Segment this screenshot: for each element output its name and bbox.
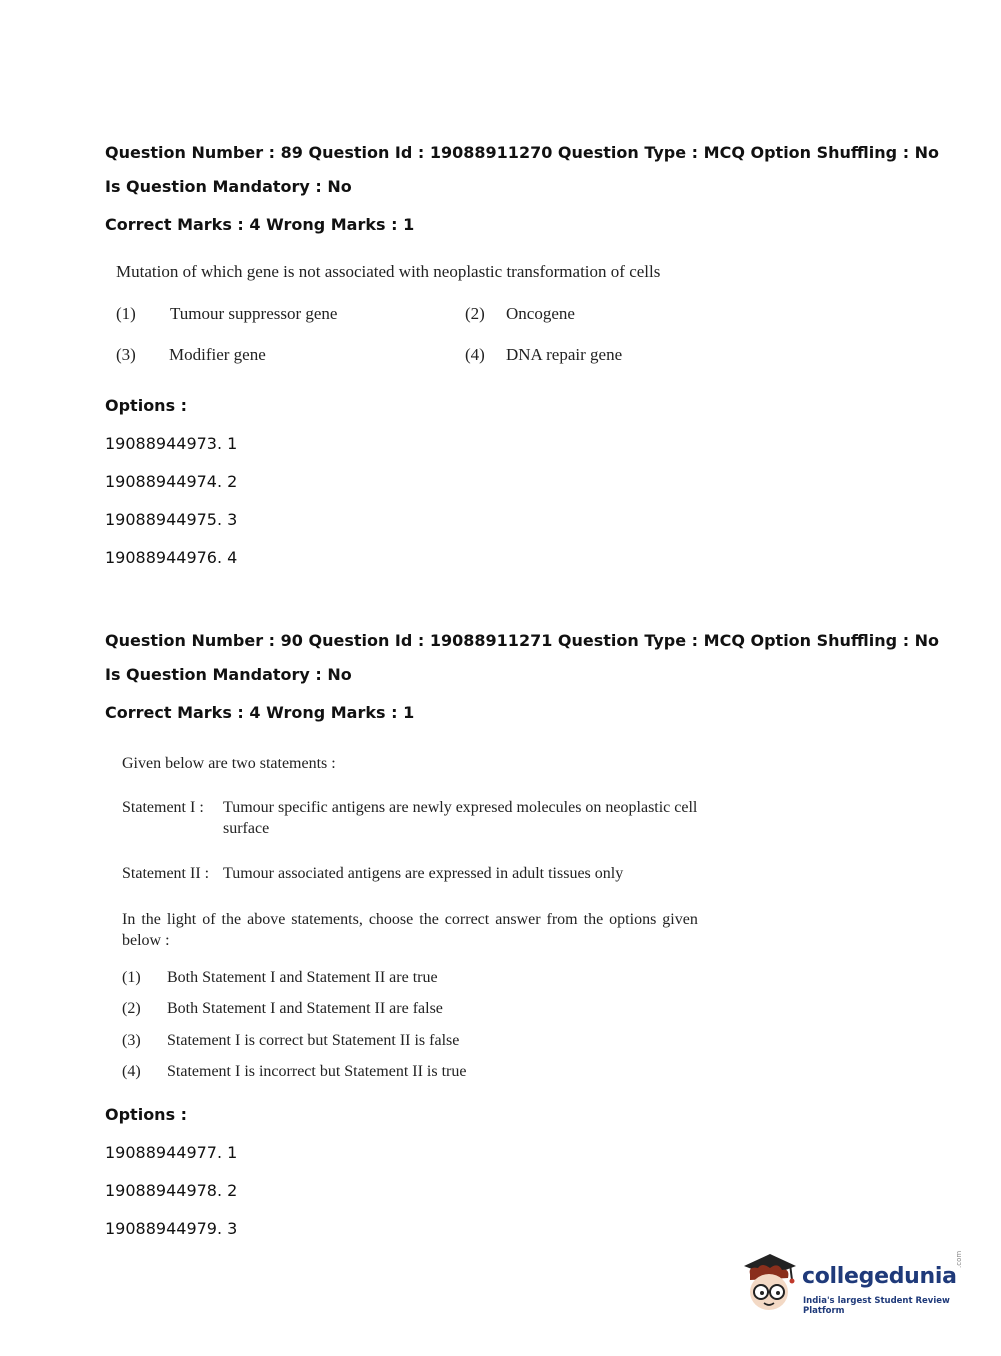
q90-statement1-label: Statement I :: [122, 799, 204, 816]
q89-options-label: Options :: [105, 396, 188, 415]
q90-choice-3-number: (3): [122, 1032, 141, 1049]
q90-meta-line2: Is Question Mandatory : No: [105, 665, 352, 684]
q90-options-label: Options :: [105, 1105, 188, 1124]
q90-choice-2-text: Both Statement I and Statement II are false: [167, 1000, 443, 1017]
q89-choice-3: [116, 345, 266, 365]
q90-intro: Given below are two statements :: [122, 755, 336, 772]
q89-choice-1: [116, 304, 337, 324]
q89-choice-2-text: Oncogene: [506, 304, 575, 323]
q90-statement2-text: Tumour associated antigens are expressed in adult tissues only: [223, 865, 624, 882]
q89-marks: Correct Marks : 4 Wrong Marks : 1: [105, 215, 415, 234]
q90-choice-1-number: (1): [122, 969, 141, 986]
mascot-icon: [740, 1248, 802, 1320]
q89-option-4: 19088944976. 4: [105, 548, 238, 567]
q90-choice-1-text: Both Statement I and Statement II are true: [167, 969, 438, 986]
q90-statement1-line2: surface: [223, 820, 270, 837]
q90-choice-2-number: (2): [122, 1000, 141, 1017]
brand-tagline: India's largest Student Review Platform: [803, 1296, 950, 1316]
q90-option-2: 19088944978. 2: [105, 1181, 238, 1200]
q89-choice-1-text: Tumour suppressor gene: [170, 304, 338, 323]
q90-marks: Correct Marks : 4 Wrong Marks : 1: [105, 703, 415, 722]
q90-choice-1: [122, 969, 438, 987]
q89-meta-line2: Is Question Mandatory : No: [105, 177, 352, 196]
q89-option-1: 19088944973. 1: [105, 434, 238, 453]
q90-statement2-label: Statement II :: [122, 865, 210, 882]
q90-prompt-line2: below :: [122, 932, 170, 949]
q90-meta-line1: Question Number : 90 Question Id : 19088911271 Question Type : MCQ Option Shuffling : No: [105, 631, 940, 650]
collegedunia-logo: [740, 1248, 980, 1320]
q89-choice-2: [465, 304, 575, 324]
q90-choice-4: [122, 1063, 466, 1081]
q90-choice-4-number: (4): [122, 1063, 141, 1080]
q90-option-1: 19088944977. 1: [105, 1143, 238, 1162]
q89-choice-4-text: DNA repair gene: [506, 345, 623, 364]
q90-choice-4-text: Statement I is incorrect but Statement II is true: [167, 1063, 467, 1080]
q89-option-2: 19088944974. 2: [105, 472, 238, 491]
q89-question-text: Mutation of which gene is not associated with neoplastic transformation of cells: [116, 262, 661, 281]
q89-meta-line1: Question Number : 89 Question Id : 19088911270 Question Type : MCQ Option Shuffling : No: [105, 143, 940, 162]
q90-option-3: 19088944979. 3: [105, 1219, 238, 1238]
q89-choice-2-number: (2): [465, 304, 485, 323]
brand-suffix: .com: [955, 1250, 963, 1268]
q90-choice-3-text: Statement I is correct but Statement II is false: [167, 1032, 460, 1049]
q89-option-3: 19088944975. 3: [105, 510, 238, 529]
brand-name: collegedunia: [802, 1264, 957, 1289]
q89-choice-1-number: (1): [116, 304, 136, 323]
q90-prompt-line1: In the light of the above statements, choose the correct answer from the options given: [122, 911, 698, 928]
q90-statement1-line1: Tumour specific antigens are newly expresed molecules on neoplastic cell: [223, 799, 698, 816]
q89-choice-3-number: (3): [116, 345, 136, 364]
q89-choice-4: [465, 345, 622, 365]
q89-choice-4-number: (4): [465, 345, 485, 364]
q90-choice-2: [122, 1000, 443, 1018]
q89-choice-3-text: Modifier gene: [169, 345, 266, 364]
q90-choice-3: [122, 1032, 459, 1050]
